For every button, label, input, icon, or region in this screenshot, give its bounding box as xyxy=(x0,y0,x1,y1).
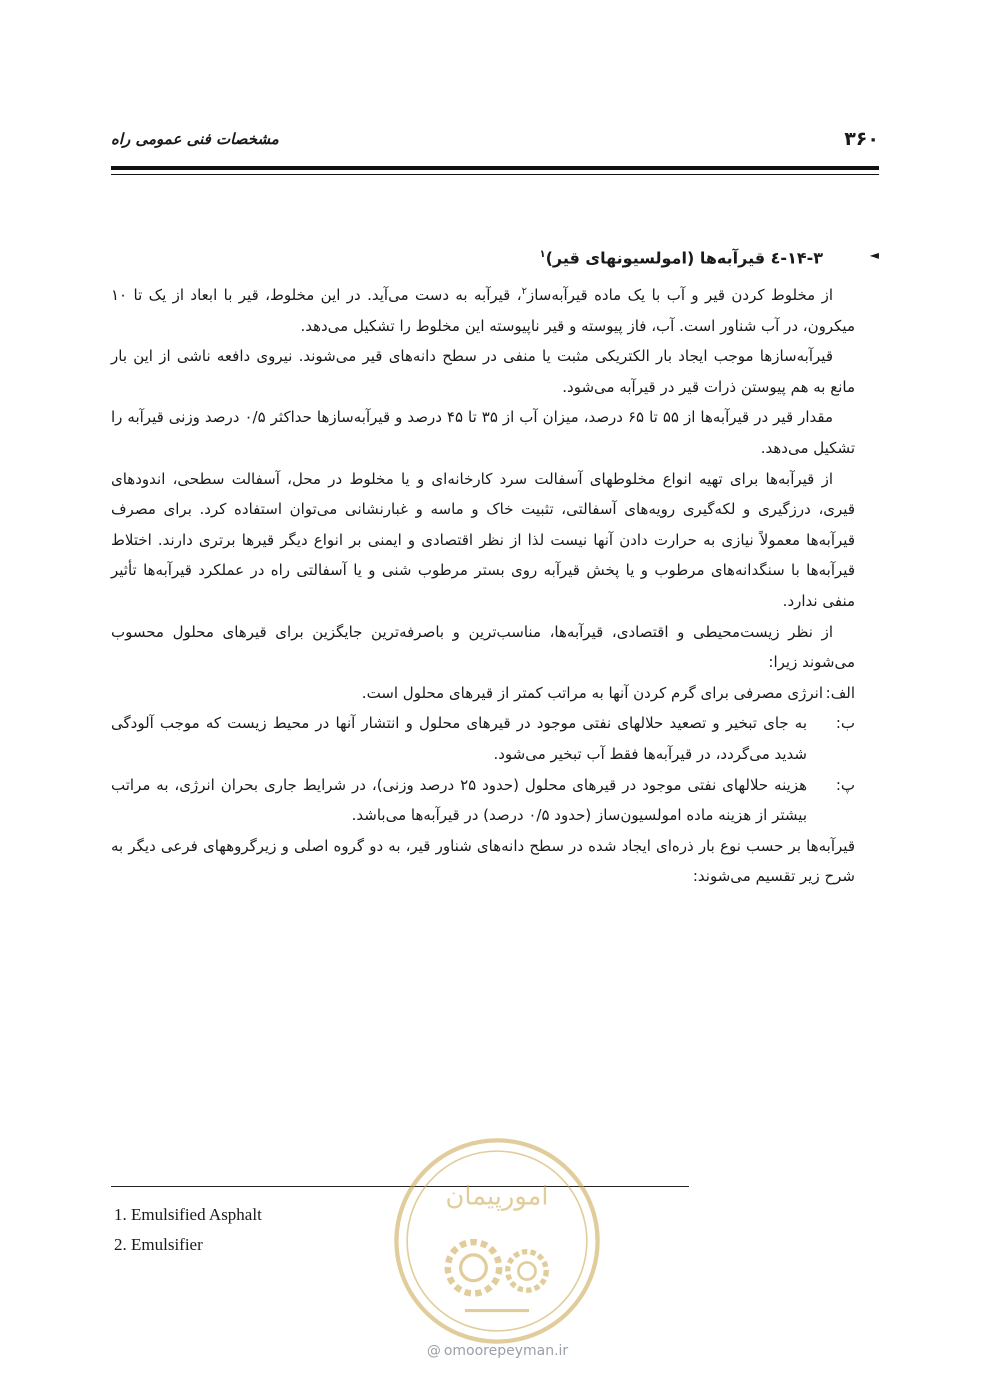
paragraph-6: قیرآبه‌ها بر حسب نوع بار ذره‌ای ایجاد شده در سطح دانه‌های شناور قیر، به دو گروه اصلی و زیرگروههای فرعی دیگر به شرح زیر تقسیم می‌شوند: xyxy=(111,836,855,886)
footnotes xyxy=(114,1200,262,1260)
paragraph-1-part-a: از مخلوط کردن قیر و آب با یک ماده قیرآبه‌ساز xyxy=(526,286,833,304)
header-rule-thin xyxy=(111,174,879,175)
watermark-site-text: omoorepeyman.ir xyxy=(443,1343,569,1359)
header-rule-thick xyxy=(111,166,879,170)
list-item-text: به جای تبخیر و تصعید حلالهای نفتی موجود در قیرهای محلول و انتشار آنها در محیط زیست که موجب آلودگی شدید می‌گردد، در قیرآبه‌ها فقط آب تبخیر می‌شود. xyxy=(111,714,807,763)
section-heading xyxy=(111,233,879,277)
triangle-bullet-icon: ◄ xyxy=(869,248,879,262)
footnote-ref-2: ۲ xyxy=(521,286,527,297)
page-header xyxy=(111,128,879,158)
main-content xyxy=(111,233,879,892)
footnote-1: 1. Emulsified Asphalt xyxy=(114,1205,262,1224)
watermark-logo-text: امورپیمان xyxy=(445,1181,549,1212)
list-item-marker: ب: xyxy=(835,714,855,733)
list-item-text: هزینه حلالهای نفتی موجود در قیرهای محلول (حدود ۲۵ درصد وزنی)، در شرایط جاری بحران انرژی، به مراتب بیشتر از هزینه ماده امولسیون‌ساز (حدود ۰/۵ درصد) در قیرآبه‌ها می‌باشد. xyxy=(111,775,807,825)
list-item-text: انرژی مصرفی برای گرم کردن آنها به مراتب کمتر از قیرهای محلول است. xyxy=(361,683,823,702)
list-item xyxy=(111,708,855,769)
paragraph-1-part-b: ، قیرآبه به دست می‌آید. در این مخلوط، قیر با ابعاد از یک تا ۱۰ میکرون، در آب شناور است. آب، فاز پیوسته و قیر ناپیوسته این مخلوط را تشکیل می‌دهد. xyxy=(111,286,855,335)
paragraph-1 xyxy=(111,277,855,341)
watermark-logo xyxy=(390,1134,604,1348)
paragraph-3: مقدار قیر در قیرآبه‌ها از ۵۵ تا ۶۵ درصد، میزان آب از ۳۵ تا ۴۵ درصد و قیرآبه‌سازها حداکثر ۰/۵ درصد وزنی قیرآبه را تشکیل می‌دهد. xyxy=(111,408,855,457)
paragraph-5: از نظر زیست‌محیطی و اقتصادی، قیرآبه‌ها، مناسب‌ترین و باصرفه‌ترین جایگزین برای قیرهای محلول محسوب می‌شوند زیرا: xyxy=(111,622,855,672)
watermark-site xyxy=(0,1343,992,1359)
footnote-2: 2. Emulsifier xyxy=(114,1235,203,1254)
footnote-ref-1: ۱ xyxy=(539,249,546,260)
page-number: ۳۶۰ xyxy=(844,128,879,150)
list-item-marker: الف: xyxy=(825,683,855,702)
book-title: مشخصات فنی عمومی راه xyxy=(111,130,279,148)
list-item-marker: پ: xyxy=(835,775,855,794)
section-title: ۱۴-۳-٤ قیرآبه‌ها (امولسیونهای قیر) xyxy=(545,248,823,268)
paragraph-2: قیرآبه‌سازها موجب ایجاد بار الکتریکی مثبت یا منفی در سطح دانه‌های قیر می‌شوند. نیروی دافعه ناشی از این بار مانع به هم پیوستن ذرات قیر در قیرآبه می‌شود. xyxy=(111,347,855,396)
list-item xyxy=(111,678,855,709)
at-icon: @ xyxy=(426,1343,441,1359)
paragraph-4: از قیرآبه‌ها برای تهیه انواع مخلوطهای آسفالت سرد کارخانه‌ای و یا مخلوط در محل، آسفالت سطحی، اندودهای قیری، درزگیری و لکه‌گیری رویه‌های آسفالتی، تثبیت خاک و ماسه و غبارنشانی می‌توان استفاده کرد. برای مصرف قیرآبه‌ها معمولاً نیازی به حرارت دادن آنها نیست لذا از نظر اقتصادی و ایمنی بر انواع دیگر قیرها برتری دارند. اختلاط قیرآبه‌ها با سنگدانه‌های مرطوب و یا پخش قیرآبه روی بستر مرطوب شنی و یا آسفالتی راه در عملکرد قیرآبه‌ها تأثیر منفی ندارد. xyxy=(111,469,855,610)
list-item xyxy=(111,770,855,831)
